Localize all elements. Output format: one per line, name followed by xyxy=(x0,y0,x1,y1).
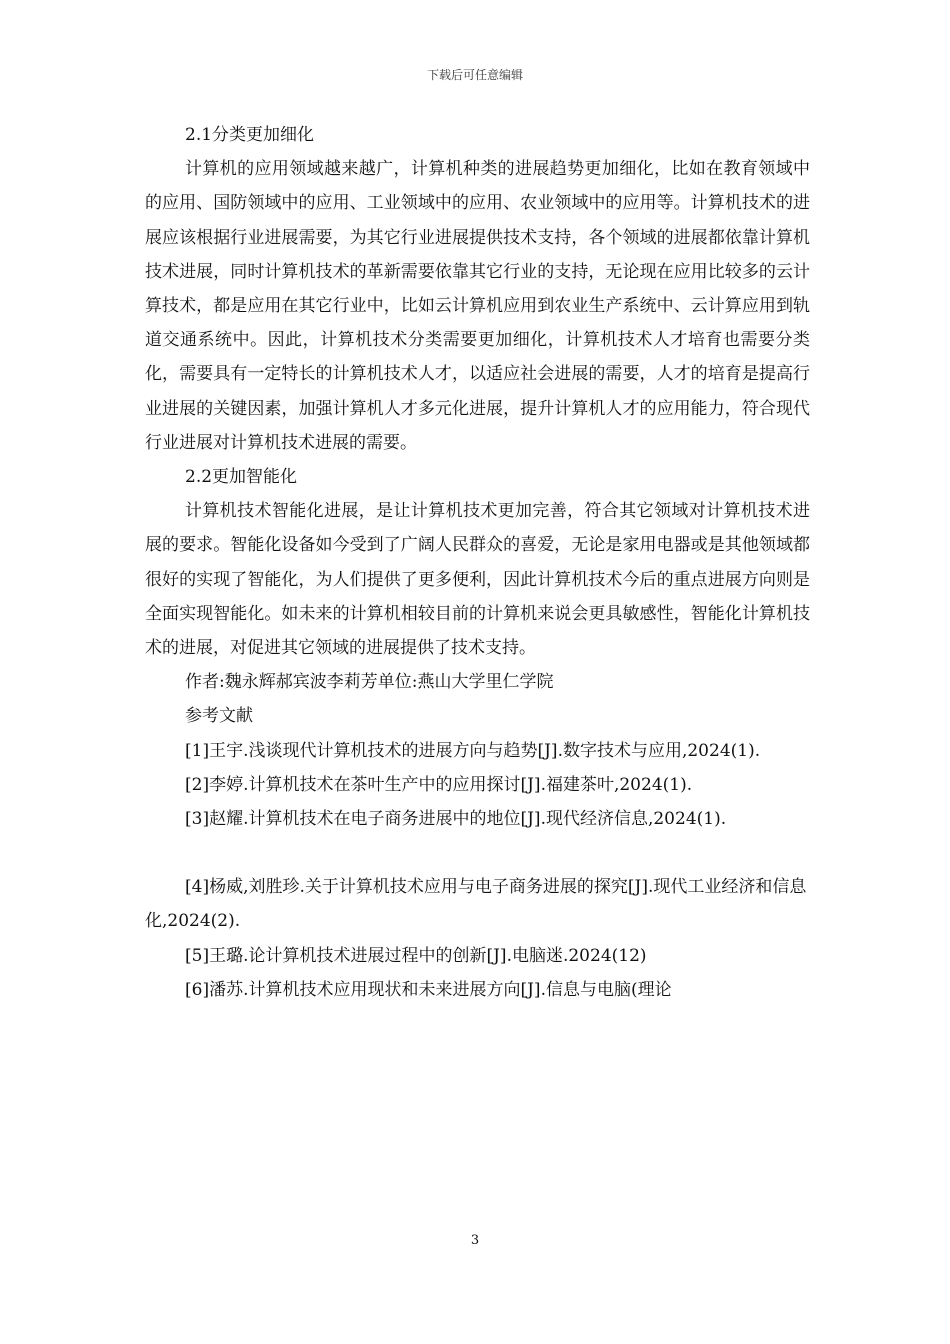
blank-line xyxy=(145,836,810,870)
document-body xyxy=(145,118,810,1007)
references-title: 参考文献 xyxy=(185,706,253,727)
reference-item: [3]赵耀.计算机技术在电子商务进展中的地位[J].现代经济信息,2024(1). xyxy=(185,809,727,830)
reference-item: [1]王宇.浅谈现代计算机技术的进展方向与趋势[J].数字技术与应用,2024(1). xyxy=(185,740,761,761)
reference-item: [5]王璐.论计算机技术进展过程中的创新[J].电脑迷.2024(12) xyxy=(185,945,647,966)
page-header: 下载后可任意编辑 xyxy=(426,68,523,82)
reference-item: [2]李婷.计算机技术在茶叶生产中的应用探讨[J].福建茶叶,2024(1). xyxy=(185,774,693,795)
section-paragraph: 计算机的应用领域越来越广，计算机种类的进展趋势更加细化，比如在教育领域中的应用、国防领域中的应用、工业领域中的应用、农业领域中的应用等。计算机技术的进展应该根据行业进展需要，为其它行业进展提供技术支持，各个领域的进展都依靠计算机技术进展，同时计算机技术的革新需要依靠其它行业的支持，无论现在应用比较多的云计算技术，都是应用在其它行业中，比如云计算机应用到农业生产系统中、云计算应用到轨道交通系统中。因此，计算机技术分类需要更加细化，计算机技术人才培育也需要分类化，需要具有一定特长的计算机技术人才，以适应社会进展的需要，人才的培育是提高行业进展的关键因素，加强计算机人才多元化进展，提升计算机人才的应用能力，符合现代行业进展对计算机技术进展的需要。 xyxy=(145,159,810,453)
section-paragraph: 计算机技术智能化进展，是让计算机技术更加完善，符合其它领域对计算机技术进展的要求。智能化设备如今受到了广阔人民群众的喜爱，无论是家用电器或是其他领域都很好的实现了智能化，为人们提供了更多便利，因此计算机技术今后的重点进展方向则是全面实现智能化。如未来的计算机相较目前的计算机来说会更具敏感性，智能化计算机技术的进展，对促进其它领域的进展提供了技术支持。 xyxy=(145,501,810,659)
reference-item: [6]潘苏.计算机技术应用现状和未来进展方向[J].信息与电脑(理论 xyxy=(185,979,672,1000)
page-number: 3 xyxy=(470,1233,480,1248)
section-heading: 2.1分类更加细化 xyxy=(185,125,315,145)
section-heading: 2.2更加智能化 xyxy=(185,467,298,488)
author-line: 作者:魏永辉郝宾波李莉芳单位:燕山大学里仁学院 xyxy=(185,672,554,693)
reference-item: [4]杨威,刘胜珍.关于计算机技术应用与电子商务进展的探究[J].现代工业经济和信息化,2024(2). xyxy=(145,877,807,932)
